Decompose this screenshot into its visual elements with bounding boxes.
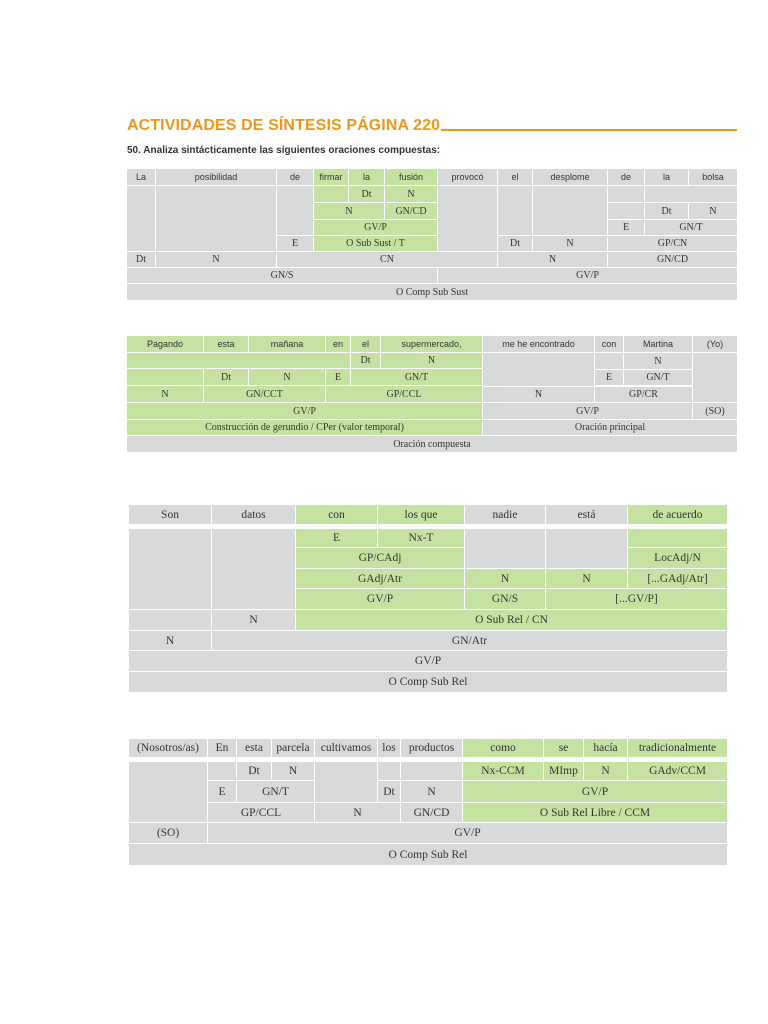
analysis-cell: E — [296, 529, 378, 548]
word-cell: me he encontrado — [483, 336, 595, 353]
empty-cell — [156, 186, 277, 252]
word-cell: la — [645, 169, 689, 186]
analysis-cell: Dt — [378, 781, 401, 803]
empty-cell — [378, 762, 401, 781]
word-cell: bolsa — [689, 169, 738, 186]
analysis-cell: GN/CD — [401, 803, 463, 823]
analysis-cell: O Comp Sub Rel — [129, 672, 728, 693]
analysis-cell: Construcción de gerundio / CPer (valor temporal) — [127, 420, 483, 436]
analysis-cell: GAdv/CCM — [628, 762, 728, 781]
analysis-cell: GAdj/Atr — [296, 569, 465, 589]
analysis-cell: Nx-T — [378, 529, 465, 548]
analysis-cell: Dt — [498, 236, 533, 252]
empty-cell — [533, 186, 608, 236]
word-cell: con — [296, 505, 378, 525]
word-cell: productos — [401, 739, 463, 758]
word-cell: el — [498, 169, 533, 186]
empty-cell — [608, 186, 645, 203]
analysis-table-4 — [129, 739, 728, 866]
word-cell: está — [546, 505, 628, 525]
analysis-cell: N — [127, 386, 204, 403]
analysis-cell: Oración compuesta — [127, 436, 738, 453]
exercise-instruction: 50. Analiza sintácticamente las siguientes oraciones compuestas: — [127, 145, 441, 156]
analysis-cell: N — [483, 387, 595, 403]
word-cell: En — [208, 739, 237, 758]
word-cell: esta — [237, 739, 272, 758]
analysis-cell: N — [624, 353, 693, 370]
empty-cell — [212, 529, 296, 610]
empty-cell — [208, 762, 237, 781]
word-cell: la — [349, 169, 385, 186]
empty-cell — [595, 353, 624, 370]
page-title: ACTIVIDADES DE SÍNTESIS PÁGINA 220 — [127, 117, 441, 134]
analysis-cell: [...GAdj/Atr] — [628, 569, 728, 589]
word-cell: tradicionalmente — [628, 739, 728, 758]
analysis-cell: Dt — [645, 203, 689, 220]
analysis-cell: O Sub Sust / T — [314, 236, 438, 252]
word-cell: se — [544, 739, 584, 758]
analysis-cell: Dt — [351, 353, 381, 369]
analysis-cell: GN/S — [127, 268, 438, 284]
analysis-cell: E — [208, 781, 237, 803]
word-cell: firmar — [314, 169, 349, 186]
word-cell: el — [351, 336, 381, 353]
analysis-cell: Dt — [127, 252, 156, 268]
analysis-cell: (SO) — [129, 823, 208, 844]
empty-cell — [693, 353, 738, 403]
empty-cell — [314, 186, 349, 203]
word-cell: de — [277, 169, 314, 186]
word-cell: fusión — [385, 169, 438, 186]
word-cell: cultivamos — [315, 739, 378, 758]
word-cell: como — [463, 739, 544, 758]
empty-cell — [628, 529, 728, 548]
word-cell: Martina — [624, 336, 693, 353]
analysis-cell: Nx-CCM — [463, 762, 544, 781]
analysis-cell: N — [212, 610, 296, 631]
title-rule — [441, 129, 737, 131]
word-cell: de — [608, 169, 645, 186]
word-cell: los que — [378, 505, 465, 525]
empty-cell — [483, 353, 595, 387]
empty-cell — [401, 762, 463, 781]
word-cell: Pagando — [127, 336, 204, 353]
analysis-cell: GV/P — [129, 651, 728, 672]
analysis-cell: Dt — [204, 369, 249, 386]
word-cell: La — [127, 169, 156, 186]
empty-cell — [546, 529, 628, 569]
word-cell: provocó — [438, 169, 498, 186]
analysis-cell: GN/CD — [385, 203, 438, 220]
word-cell: parcela — [272, 739, 315, 758]
analysis-table-3 — [129, 505, 728, 693]
analysis-cell: [...GV/P] — [546, 589, 728, 610]
analysis-cell: GN/Atr — [212, 631, 728, 651]
empty-cell — [608, 203, 645, 220]
word-cell: de acuerdo — [628, 505, 728, 525]
empty-cell — [465, 529, 546, 569]
analysis-cell: O Comp Sub Sust — [127, 284, 738, 301]
analysis-cell: Dt — [349, 186, 385, 203]
analysis-cell: GV/P — [463, 781, 728, 803]
empty-cell — [127, 353, 351, 369]
analysis-cell: E — [595, 370, 624, 386]
word-cell: Son — [129, 505, 212, 525]
analysis-cell: N — [249, 369, 326, 386]
analysis-cell: N — [129, 631, 212, 651]
word-cell: posibilidad — [156, 169, 277, 186]
analysis-cell: MImp — [544, 762, 584, 781]
analysis-cell: N — [465, 569, 546, 589]
analysis-cell: N — [584, 762, 628, 781]
empty-cell — [127, 186, 156, 252]
analysis-cell: GV/P — [127, 403, 483, 420]
empty-cell — [645, 186, 738, 203]
word-cell: supermercado, — [381, 336, 483, 353]
analysis-cell: GN/S — [465, 589, 546, 610]
analysis-cell: GV/P — [296, 589, 465, 610]
analysis-table-1 — [127, 169, 738, 301]
analysis-cell: GN/T — [624, 370, 693, 386]
analysis-cell: O Sub Rel / CN — [296, 610, 728, 631]
analysis-cell: GN/T — [351, 369, 483, 386]
analysis-cell: GN/CD — [608, 252, 738, 268]
analysis-cell: GP/CR — [595, 387, 693, 403]
analysis-cell: GN/CCT — [204, 386, 326, 403]
analysis-cell: GN/T — [237, 781, 315, 803]
analysis-table-2 — [127, 336, 738, 453]
word-cell: mañana — [249, 336, 326, 353]
analysis-cell: E — [326, 369, 351, 386]
analysis-cell: Dt — [237, 762, 272, 781]
empty-cell — [129, 529, 212, 610]
word-cell: con — [595, 336, 624, 353]
word-cell: en — [326, 336, 351, 353]
analysis-cell: N — [401, 781, 463, 803]
analysis-cell: GP/CAdj — [296, 548, 465, 569]
analysis-cell: N — [689, 203, 738, 220]
analysis-cell: N — [385, 186, 438, 203]
analysis-cell: N — [546, 569, 628, 589]
empty-cell — [277, 186, 314, 236]
analysis-cell: GV/P — [438, 268, 738, 284]
analysis-cell: GP/CCL — [326, 386, 483, 403]
analysis-cell: O Comp Sub Rel — [129, 844, 728, 866]
analysis-cell: N — [272, 762, 315, 781]
word-cell: nadie — [465, 505, 546, 525]
empty-cell — [129, 762, 208, 823]
analysis-cell: CN — [277, 252, 498, 268]
analysis-cell: GV/P — [208, 823, 728, 844]
empty-cell — [129, 610, 212, 631]
empty-cell — [315, 762, 378, 803]
analysis-cell: GP/CN — [608, 236, 738, 252]
analysis-cell: LocAdj/N — [628, 548, 728, 569]
analysis-cell: GP/CCL — [208, 803, 315, 823]
word-cell: hacía — [584, 739, 628, 758]
analysis-cell: N — [156, 252, 277, 268]
analysis-cell: N — [533, 236, 608, 252]
empty-cell — [127, 369, 204, 386]
analysis-cell: N — [315, 803, 401, 823]
empty-cell — [438, 186, 498, 252]
empty-cell — [498, 186, 533, 236]
analysis-cell: N — [498, 252, 608, 268]
analysis-cell: Oración principal — [483, 420, 738, 436]
analysis-cell: E — [277, 236, 314, 252]
analysis-cell: O Sub Rel Libre / CCM — [463, 803, 728, 823]
analysis-cell: GN/T — [645, 220, 738, 236]
word-cell: esta — [204, 336, 249, 353]
word-cell: (Yo) — [693, 336, 738, 353]
word-cell: los — [378, 739, 401, 758]
analysis-cell: N — [314, 203, 385, 220]
analysis-cell: N — [381, 353, 483, 369]
analysis-cell: E — [608, 220, 645, 236]
word-cell: datos — [212, 505, 296, 525]
analysis-cell: GV/P — [314, 220, 438, 236]
analysis-cell: GV/P — [483, 403, 693, 420]
analysis-cell: (SO) — [693, 403, 738, 420]
word-cell: desplome — [533, 169, 608, 186]
word-cell: (Nosotros/as) — [129, 739, 208, 758]
